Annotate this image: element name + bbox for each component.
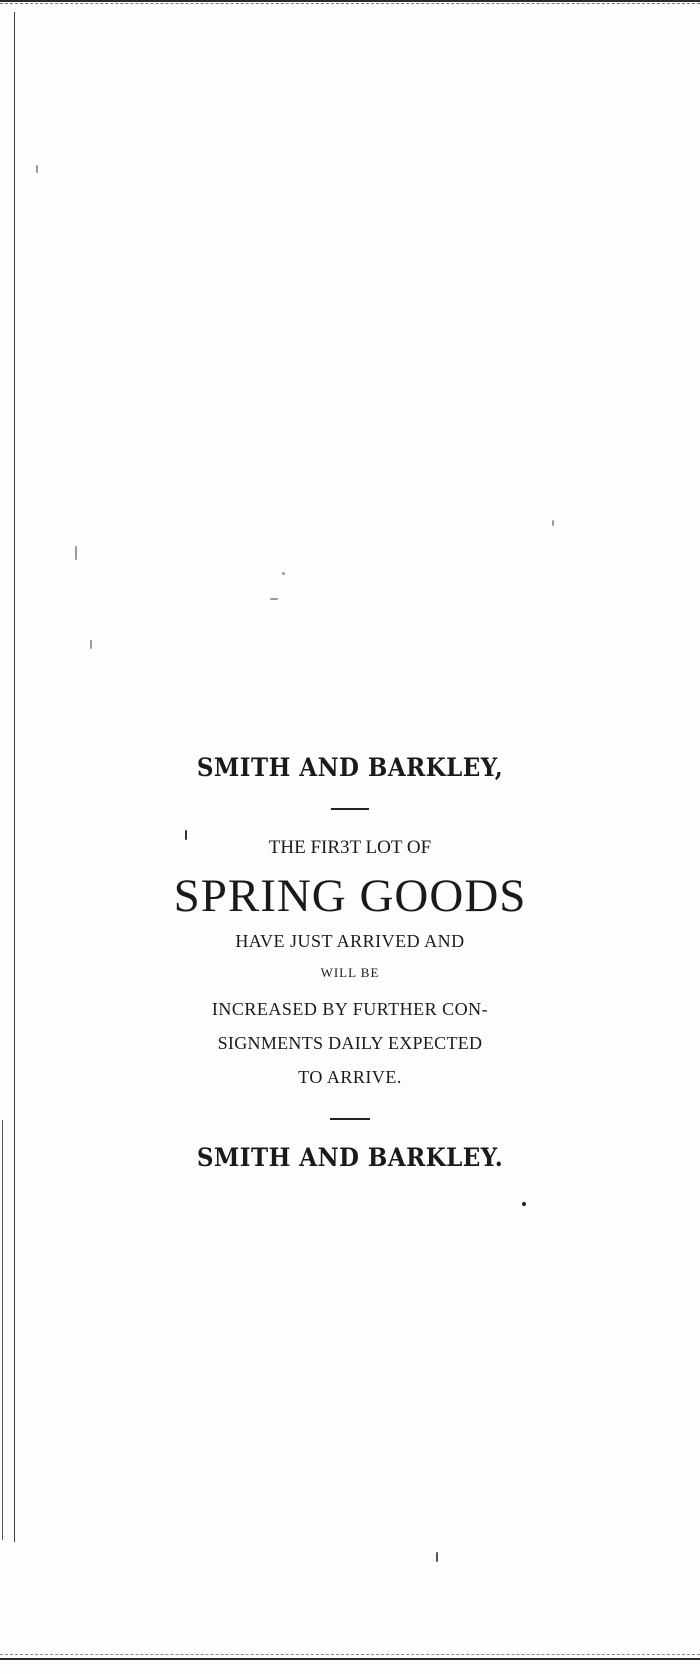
- advertisement: [170, 750, 530, 1176]
- ad-line-first-lot: THE FIR3T LOT OF: [268, 837, 432, 858]
- ornamental-dash: [331, 808, 369, 810]
- print-speck: [552, 520, 554, 526]
- print-speck: [36, 165, 38, 173]
- print-speck: [270, 598, 278, 600]
- print-speck: [436, 1552, 438, 1562]
- ad-line-arrived: HAVE JUST ARRIVED AND: [235, 931, 465, 951]
- bottom-border-rule: [0, 1654, 700, 1660]
- column-divider-line: [14, 12, 15, 1542]
- ad-line-will-be: WILL BE: [320, 965, 380, 980]
- print-speck: [282, 572, 285, 575]
- advertiser-name-top: SMITH AND BARKLEY,: [196, 753, 504, 782]
- ad-line-consignments: SIGNMENTS DAILY EXPECTED: [217, 1033, 483, 1053]
- ornamental-dash: [330, 1118, 370, 1120]
- top-border-rule: [0, 0, 700, 4]
- ad-headline: SPRING GOODS: [173, 870, 527, 922]
- ad-line-increased: INCREASED BY FURTHER CON-: [211, 999, 489, 1019]
- ad-line-to-arrive: TO ARRIVE.: [298, 1067, 402, 1087]
- print-speck: [75, 546, 77, 560]
- print-speck: [90, 640, 92, 649]
- print-speck: [522, 1202, 526, 1206]
- column-divider-line-lower: [2, 1120, 3, 1540]
- advertiser-name-bottom: SMITH AND BARKLEY.: [196, 1143, 504, 1172]
